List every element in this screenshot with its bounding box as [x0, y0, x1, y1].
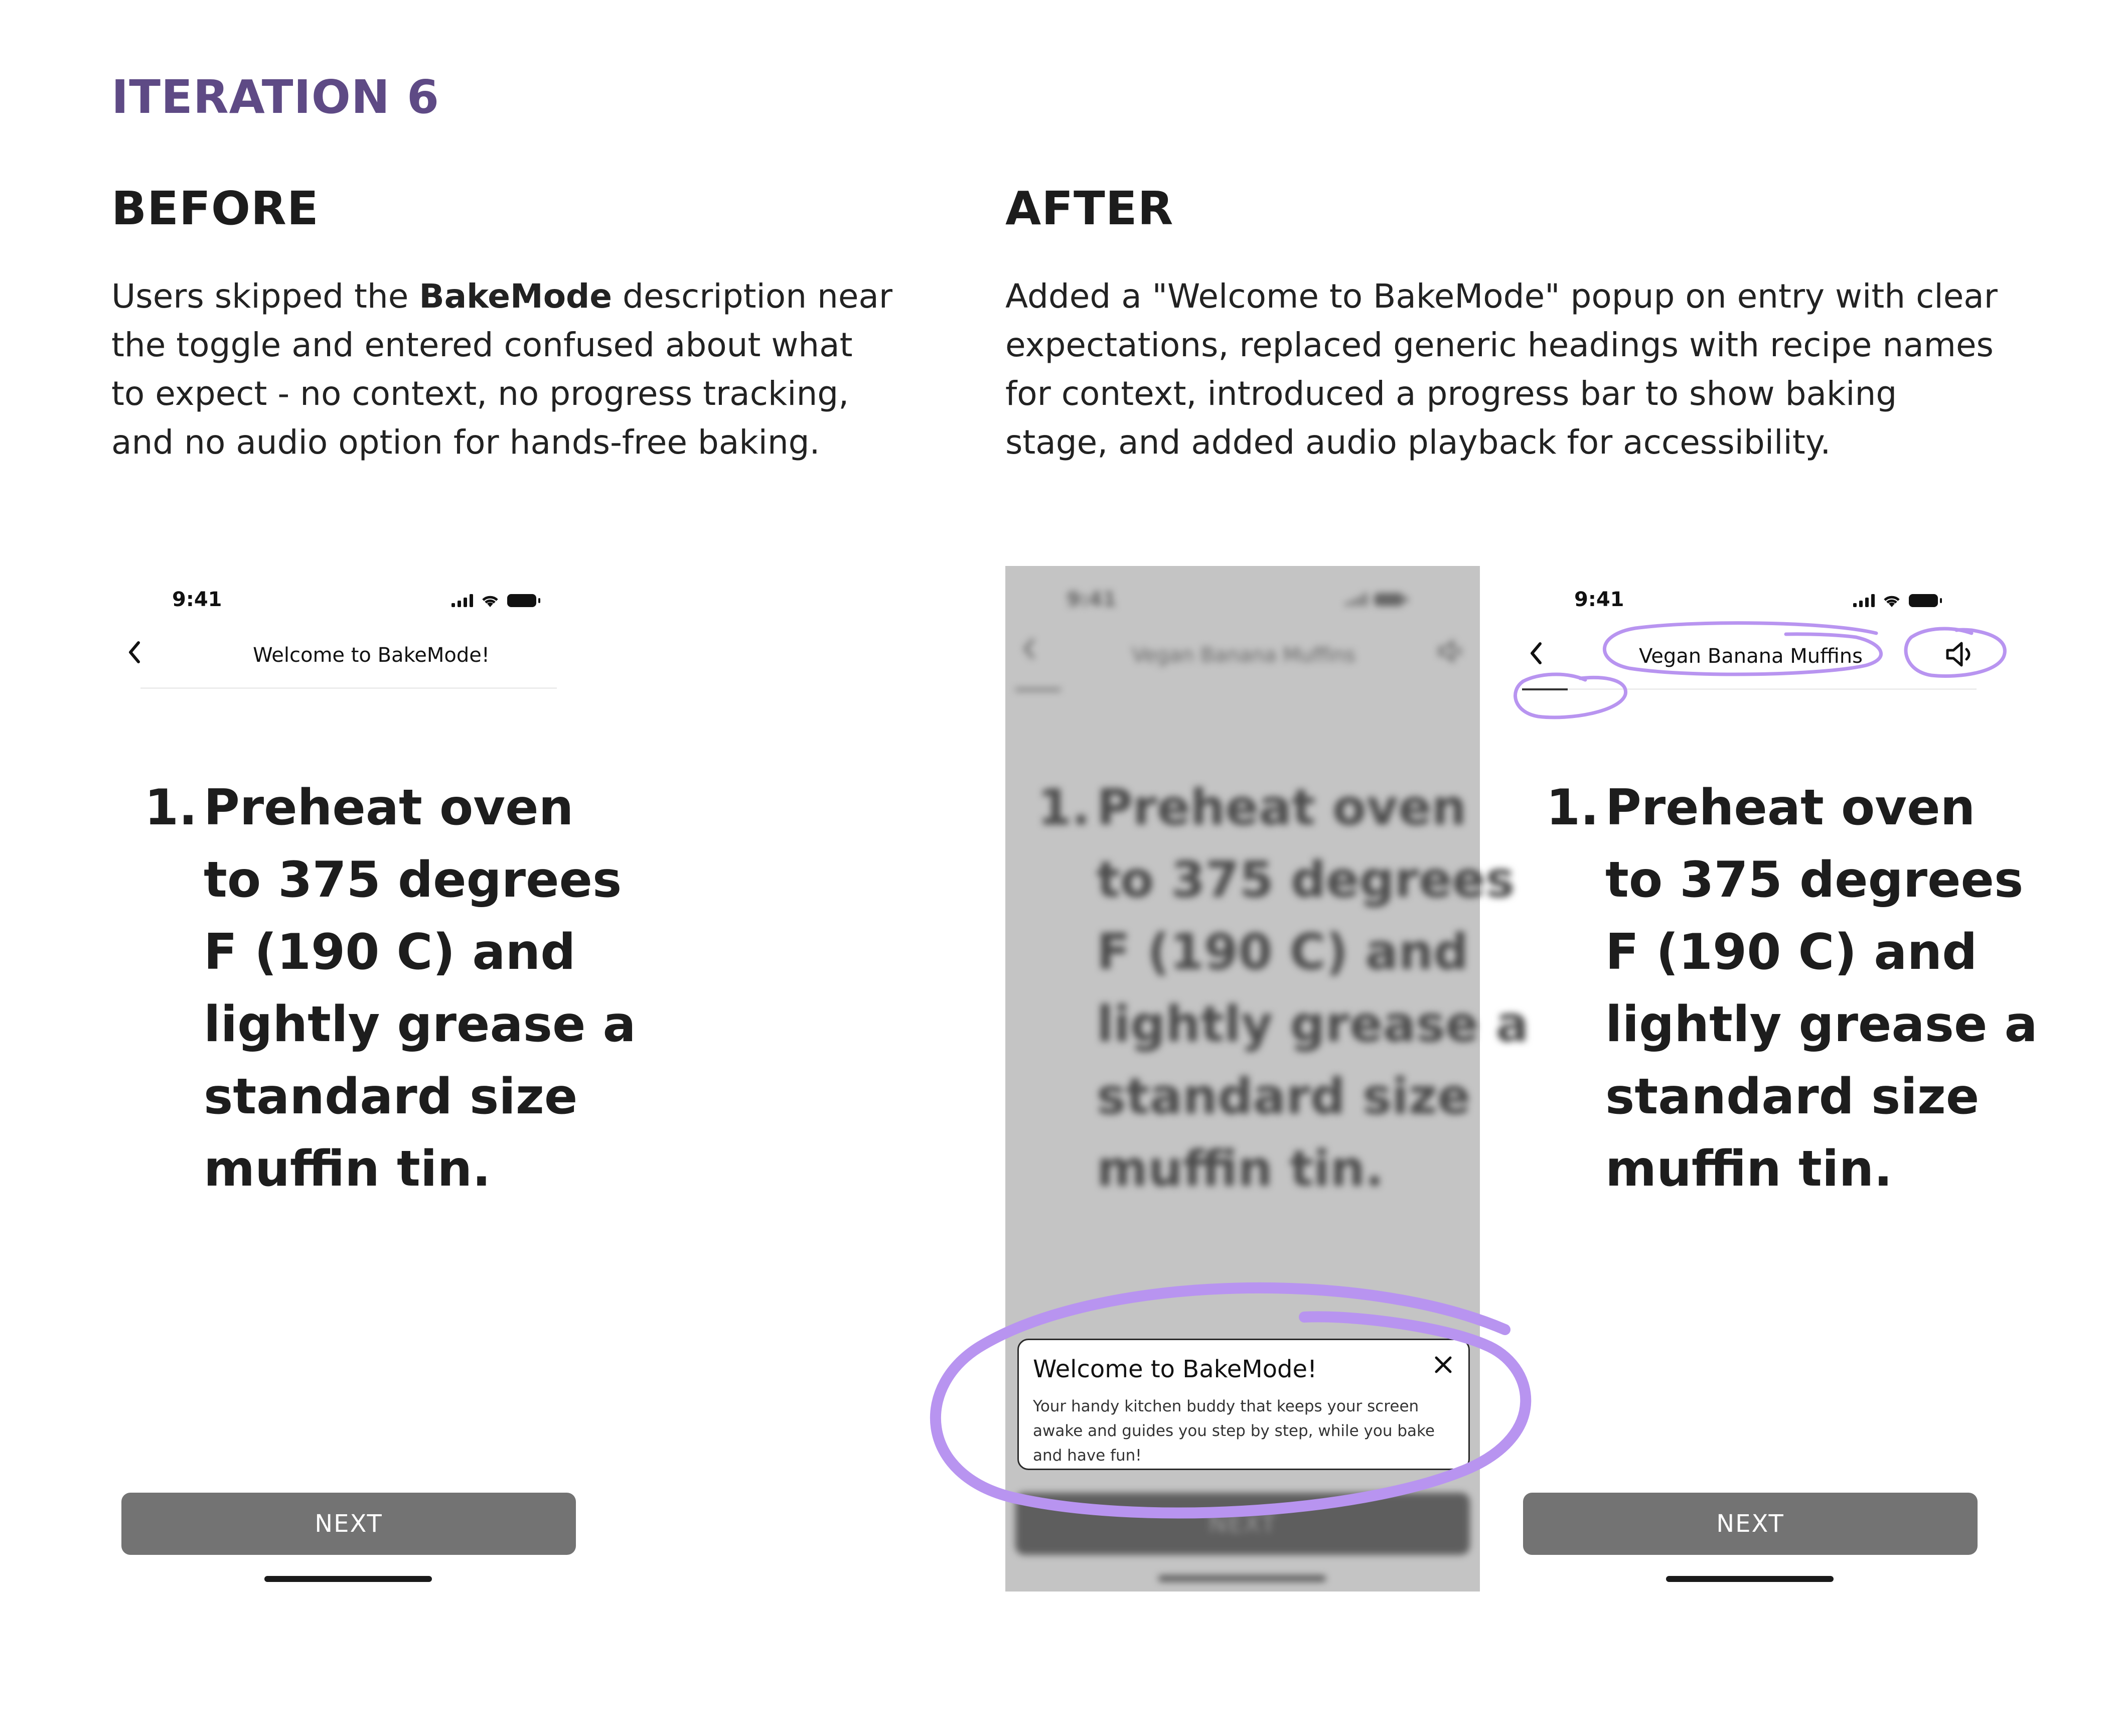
- popup-close-button[interactable]: [1433, 1353, 1453, 1379]
- nav-title: Welcome to BakeMode!: [253, 644, 490, 667]
- after-description: Added a "Welcome to BakeMode" popup on entry with clear expectations, replaced generic headings with recipe names for context, introduced a progress bar to show baking stage, and added audio playback for accessibility.: [1005, 277, 1998, 462]
- home-indicator: [1666, 1576, 1834, 1582]
- next-button[interactable]: NEXT: [1523, 1493, 1978, 1555]
- speaker-icon: [1944, 640, 1980, 668]
- audio-button[interactable]: [1944, 640, 1980, 670]
- wifi-icon: [480, 593, 500, 608]
- iteration-title: ITERATION 6: [111, 70, 439, 124]
- chevron-left-icon: [1527, 641, 1545, 666]
- progress-track: [1542, 688, 1977, 690]
- wifi-icon: [1882, 593, 1902, 608]
- after-heading: AFTER: [1005, 182, 1174, 235]
- before-description: Users skipped the BakeMode description near the toggle and entered confused about what to expect - no context, no progress tracking, and no audio option for hands-free baking.: [111, 277, 893, 462]
- next-button: NEXT: [1015, 1493, 1470, 1555]
- back-button[interactable]: [1527, 638, 1545, 673]
- step-text: 1. Preheat oven to 375 degrees F (190 C) and lightly grease a standard size muffin tin.: [1546, 779, 2038, 1198]
- progress-bar: [1015, 688, 1061, 691]
- next-button[interactable]: NEXT: [121, 1493, 576, 1555]
- status-icons: [1853, 593, 1938, 608]
- step-text: 1. Preheat oven to 375 degrees F (190 C) and lightly grease a standard size muffin tin.: [144, 779, 636, 1198]
- signal-icon: [1853, 594, 1875, 607]
- nav-divider: [140, 687, 557, 689]
- status-icons: [1345, 593, 1403, 606]
- nav-title: Vegan Banana Muffins: [1639, 645, 1863, 668]
- signal-icon: [451, 594, 473, 607]
- battery-icon: [507, 594, 536, 607]
- popup-title: Welcome to BakeMode!: [1033, 1355, 1317, 1383]
- welcome-popup: [1017, 1339, 1470, 1470]
- status-time: 9:41: [1067, 588, 1117, 611]
- home-indicator: [264, 1576, 432, 1582]
- status-icons: [451, 593, 536, 608]
- back-icon: [1020, 636, 1038, 663]
- nav-title: Vegan Banana Muffins: [1132, 644, 1355, 667]
- battery-icon: [1909, 594, 1938, 607]
- annotation-circle-progress: [1516, 674, 1626, 717]
- status-time: 9:41: [172, 588, 222, 611]
- progress-fill: [1522, 688, 1568, 690]
- back-button[interactable]: [125, 637, 143, 672]
- speaker-icon: [1437, 639, 1469, 666]
- chevron-left-icon: [125, 640, 143, 665]
- step-text: 1. Preheat oven to 375 degrees F (190 C) and lightly grease a standard size muffin tin.: [1037, 779, 1529, 1198]
- home-indicator: [1158, 1575, 1326, 1581]
- status-time: 9:41: [1574, 588, 1624, 611]
- before-heading: BEFORE: [111, 182, 319, 235]
- popup-body: Your handy kitchen buddy that keeps your screen awake and guides you step by step, while you bake and have fun!: [1033, 1397, 1435, 1465]
- close-icon: [1433, 1355, 1453, 1375]
